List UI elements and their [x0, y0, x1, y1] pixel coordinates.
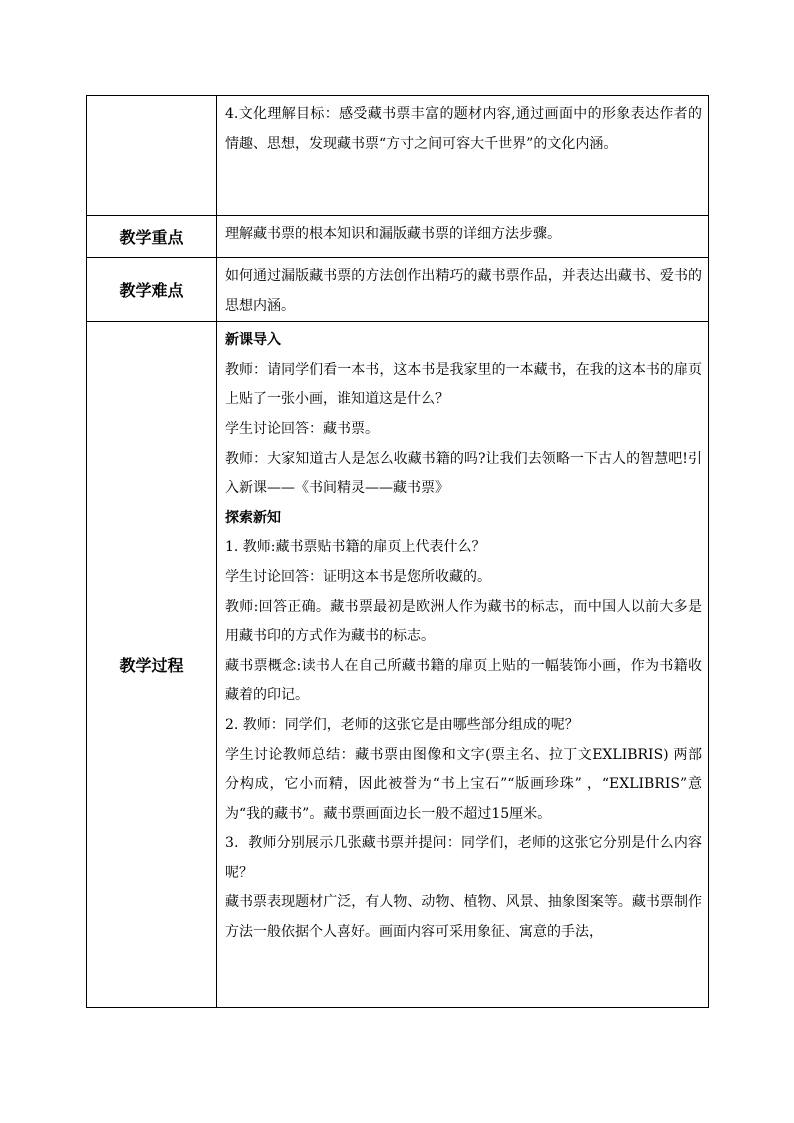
process-paragraph: 1. 教师:藏书票贴书籍的扉页上代表什么？	[225, 539, 486, 556]
difficulties-label: 教学难点	[87, 258, 217, 322]
process-paragraph: 教师：大家知道古人是怎么收藏书籍的吗?让我们去领略一下古人的智慧吧!引入新课——《书间精灵——藏书票》	[225, 450, 702, 497]
objective-4-text: 4.文化理解目标：感受藏书票丰富的题材内容,通过画面中的形象表达作者的情趣、思想，发现藏书票“方寸之间可容大千世界”的文化内涵。	[225, 106, 702, 152]
difficulties-cell	[217, 258, 709, 322]
process-row	[87, 322, 709, 1008]
process-paragraph: 学生讨论回答：证明这本书是您所收藏的。	[225, 568, 491, 585]
process-paragraph: 学生讨论回答：藏书票。	[225, 420, 379, 437]
objectives-row	[87, 96, 709, 216]
process-paragraph: 3．教师分别展示几张藏书票并提问：同学们，老师的这张它分别是什么内容呢？	[225, 835, 702, 881]
lesson-plan-table	[86, 95, 709, 1008]
process-paragraph: 藏书票概念:读书人在自己所藏书籍的扉页上贴的一幅装饰小画，作为书籍收藏着的印记。	[225, 657, 702, 704]
key-points-row	[87, 216, 709, 258]
difficulties-text: 如何通过漏版藏书票的方法创作出精巧的藏书票作品，并表达出藏书、爱书的思想内涵。	[225, 268, 702, 314]
process-paragraph: 2. 教师：同学们，老师的这张它是由哪些部分组成的呢？	[225, 716, 579, 733]
objectives-cell	[217, 96, 709, 216]
process-paragraph: 教师:回答正确。藏书票最初是欧洲人作为藏书的标志，而中国人以前大多是用藏书印的方式作为藏书的标志。	[225, 598, 702, 645]
process-paragraph: 教师：请同学们看一本书，这本书是我家里的一本藏书，在我的这本书的扉页上贴了一张小画，谁知道这是什么？	[225, 361, 702, 408]
section-heading-intro: 新课导入	[225, 332, 281, 349]
process-label: 教学过程	[87, 322, 217, 1008]
key-points-cell	[217, 216, 709, 258]
key-points-text: 理解藏书票的根本知识和漏版藏书票的详细方法步骤。	[225, 226, 561, 242]
process-paragraph: 藏书票表现题材广泛，有人物、动物、植物、风景、抽象图案等。藏书票制作方法一般依据个人喜好。画面内容可采用象征、寓意的手法，	[225, 894, 702, 941]
section-heading-explore: 探索新知	[225, 509, 281, 526]
difficulties-row	[87, 258, 709, 322]
process-paragraph: 学生讨论教师总结：藏书票由图像和文字(票主名、拉丁文EXLIBRIS) 两部分构成，它小而精，因此被誉为“书上宝石”“版画珍珠” ，“EXLIBRIS”意为“我的藏书”。藏书票画面边长一般不超过15厘米。	[225, 746, 702, 822]
empty-label-cell	[87, 96, 217, 216]
key-points-label: 教学重点	[87, 216, 217, 258]
process-cell	[217, 322, 709, 1008]
